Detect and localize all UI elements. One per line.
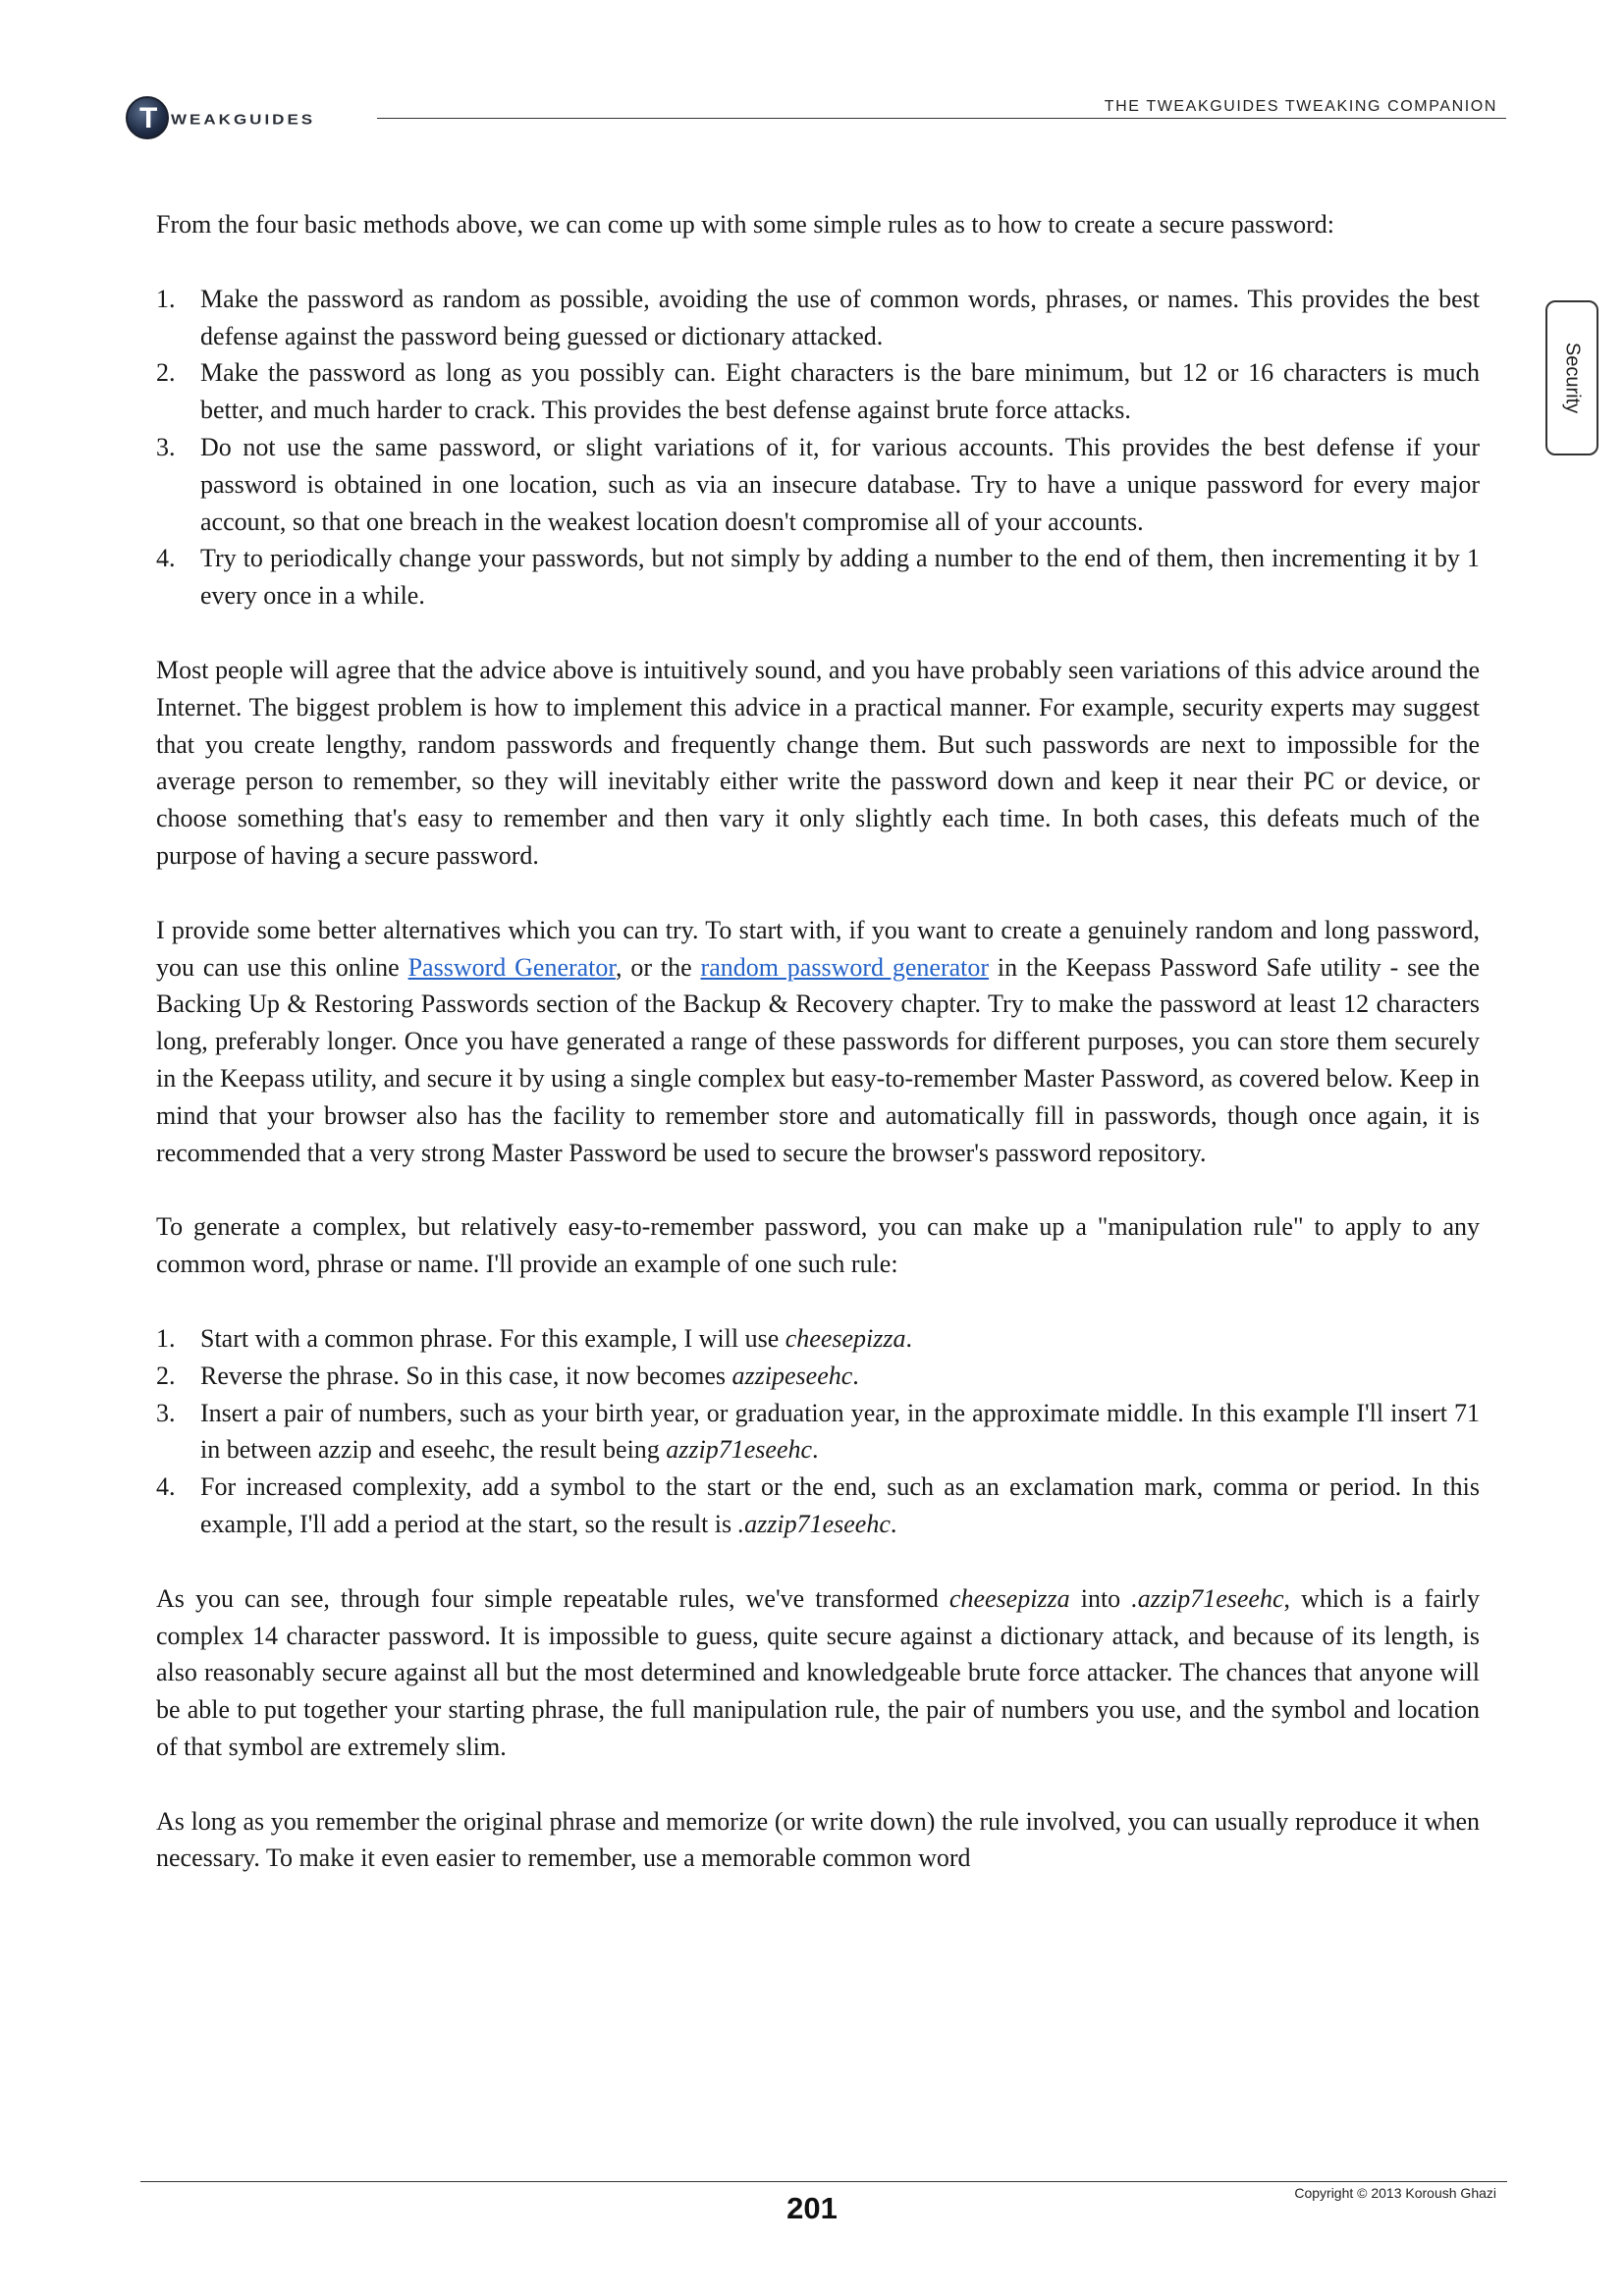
list-item (156, 1468, 1480, 1543)
example-password: .azzip71eseehc (1131, 1583, 1284, 1613)
tweakguides-logo (126, 96, 361, 141)
footer-rule (140, 2181, 1507, 2182)
list-number: 3. (156, 432, 176, 461)
alternatives-text-3: in the Keepass Password Safe utility - see the Backing Up & Restoring Passwords section of the Backup & Recovery chapter. Try to make the password at least 12 characters long, preferably longer. Once you have generated a range of these passwords for different purposes, you can store them securely in the Keepass utility, and secure it by using a single complex but easy-to-remember Master Password, as covered below. Keep in mind that your browser also has the facility to remember store and automatically fill in passwords, though once again, it is recommended that a very strong Master Password be used to secure the browser's password repository. (156, 952, 1481, 1167)
list-number: 4. (156, 1472, 176, 1502)
list-number: 3. (156, 1398, 176, 1427)
manipulation-rule-intro: To generate a complex, but relatively easy-to-remember password, you can make up a "manipulation rule" to apply to any common word, phrase or name. I'll provide an example of one such rule: (156, 1212, 1480, 1279)
section-tab-label: Security (1561, 342, 1584, 414)
example-password: azzip71eseehc (666, 1435, 813, 1465)
list-item-text: For increased complexity, add a symbol to the start or the end, such as an exclamation mark, comma or period. In this example, I'll add a period at the start, so the result is (200, 1472, 1480, 1538)
header-title: THE TWEAKGUIDES TWEAKING COMPANION (1104, 98, 1497, 115)
list-item-text: Try to periodically change your passwords, but not simply by adding a number to the end of them, then incrementing it by 1 every once in a while. (200, 544, 1480, 611)
logo-emblem (126, 96, 169, 139)
logo-text: WEAKGUIDES (171, 111, 316, 128)
manipulation-steps-list (156, 1320, 1480, 1543)
list-item-tail: . (905, 1323, 912, 1353)
list-number: 1. (156, 284, 176, 313)
list-item-text: Do not use the same password, or slight variations of it, for various accounts. This provides the best defense if your password is obtained in one location, such as via an insecure database. Try to have a unique password for every major account, so that one breach in the weakest location doesn't compromise all of your accounts. (200, 432, 1480, 536)
alternatives-text-1: I provide some better alternatives which you can try. To start with, if you want to create a genuinely random and long password, you can use this online (156, 915, 1480, 982)
list-item-text: Make the password as long as you possibly can. Eight characters is the bare minimum, but 12 or 16 characters is much better, and much harder to crack. This provides the best defense against brute force attacks. (200, 358, 1480, 425)
list-item-text: Start with a common phrase. For this example, I will use (200, 1323, 785, 1353)
list-item (156, 1320, 1480, 1358)
list-item (156, 1358, 1480, 1395)
alternatives-paragraph (156, 912, 1480, 1172)
result-text-3: , which is a fairly complex 14 character password. It is impossible to guess, quite secure against a dictionary attack, and because of its length, is also reasonably secure against all but the most determined and knowledgeable brute force attacker. The chances that anyone will be able to put together your starting phrase, the full manipulation rule, the pair of numbers you use, and the symbol and location of that symbol are extremely slim. (156, 1583, 1480, 1761)
list-number: 1. (156, 1323, 176, 1353)
page-body (156, 206, 1480, 1914)
list-item (156, 429, 1480, 540)
list-item-tail: . (890, 1509, 897, 1538)
list-number: 4. (156, 544, 176, 573)
list-item (156, 1395, 1480, 1469)
example-password: .azzip71eseehc (737, 1509, 891, 1538)
list-item-text: Reverse the phrase. So in this case, it now becomes (200, 1361, 732, 1390)
page-number: 201 (786, 2191, 838, 2225)
random-password-generator-link[interactable]: random password generator (700, 952, 990, 982)
advice-paragraph: Most people will agree that the advice above is intuitively sound, and you have probably seen variations of this advice around the Internet. The biggest problem is how to implement this advice in a practical manner. For example, security experts may suggest that you create lengthy, random passwords and frequently change them. But such passwords are next to impossible for the average person to remember, so they will inevitably either write the password down and keep it near their PC or device, or choose something that's easy to remember and then vary it only slightly each time. In both cases, this defeats much of the purpose of having a secure password. (156, 655, 1480, 870)
list-item-text: Insert a pair of numbers, such as your birth year, or graduation year, in the approximate middle. In this example I'll insert 71 in between azzip and eseehc, the result being (200, 1398, 1480, 1465)
example-password: cheesepizza (785, 1323, 906, 1353)
list-item (156, 281, 1480, 355)
result-text-1: As you can see, through four simple repeatable rules, we've transformed (156, 1583, 949, 1613)
header-rule (377, 118, 1506, 119)
intro-paragraph: From the four basic methods above, we can come up with some simple rules as to how to create a secure password: (156, 210, 1334, 239)
list-item-text: Make the password as random as possible, avoiding the use of common words, phrases, or names. This provides the best defense against the password being guessed or dictionary attacked. (200, 284, 1480, 350)
alternatives-text-2: , or the (616, 952, 701, 982)
list-item (156, 354, 1480, 429)
copyright-notice: Copyright © 2013 Koroush Ghazi (1294, 2185, 1496, 2201)
list-item-tail: . (812, 1435, 819, 1465)
logo-letter: T (139, 102, 158, 134)
list-number: 2. (156, 358, 176, 388)
section-tab-security (1545, 300, 1598, 455)
example-password: azzipeseehc (731, 1361, 853, 1390)
password-generator-link[interactable]: Password Generator (407, 952, 617, 982)
closing-paragraph: As long as you remember the original phrase and memorize (or write down) the rule involved, you can usually reproduce it when necessary. To make it even easier to remember, use a memorable common word (156, 1806, 1480, 1873)
list-item (156, 540, 1480, 614)
result-text-2: into (1069, 1583, 1132, 1613)
list-item-tail: . (852, 1361, 859, 1390)
example-password: cheesepizza (948, 1583, 1070, 1613)
list-number: 2. (156, 1361, 176, 1390)
result-paragraph (156, 1580, 1480, 1766)
password-rules-list (156, 281, 1480, 614)
